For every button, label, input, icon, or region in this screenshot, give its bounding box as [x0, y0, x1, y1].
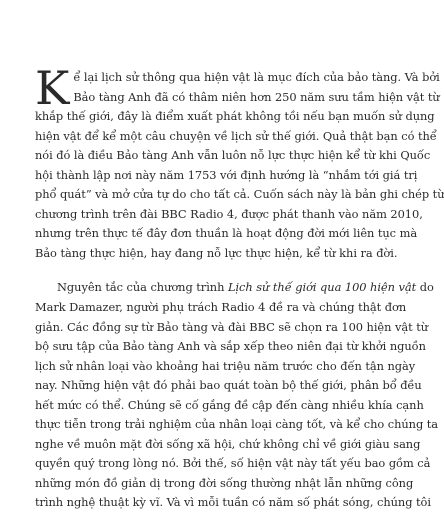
drop-cap: K [35, 61, 70, 115]
text-line: những món đồ giản dị trong đời sống thường nhật lẫn những công [35, 475, 414, 490]
text-line: hiện vật để kể một câu chuyện về lịch sử thế giới. Quả thật bạn có thể [35, 128, 437, 143]
text-line: bộ sưu tập của Bảo tàng Anh và sắp xếp theo niên đại từ khởi nguồn [35, 339, 426, 354]
text-line: trình nghệ thuật kỳ vĩ. Và vì mỗi tuần có năm số phát sóng, chúng tôi [35, 495, 431, 510]
text-line: Mark Damazer, người phụ trách Radio 4 đề ra và chúng thật đơn [35, 300, 407, 315]
text-line: ể lại lịch sử thông qua hiện vật là mục đích của bảo tàng. Và bởi [73, 70, 440, 84]
text-run: do [416, 280, 434, 295]
text-line: phổ quát” và mở cửa tự do cho tất cả. Cuốn sách này là bản ghi chép từ [35, 187, 444, 202]
text-line: nay. Những hiện vật đó phải bao quát toàn bộ thế giới, phân bổ đều [35, 378, 422, 393]
text-line: nhưng trên thực tế đây đơn thuần là hoạt động đời mới liên tục mà [35, 226, 418, 241]
text-line: thực tiễn trong trải nghiệm của nhân loại càng tốt, và kể cho chúng ta [35, 417, 439, 432]
text-line: hết mức có thể. Chúng sẽ cố gắng đề cập đến càng nhiều khía cạnh [35, 397, 424, 412]
text-line: nghe về muôn mặt đời sống xã hội, chứ không chỉ về giới giàu sang [35, 436, 421, 451]
text-line: quyền quý trong lòng nó. Bởi thế, số hiện vật này tất yếu bao gồm cả [35, 456, 431, 471]
text-line: giản. Các đồng sự từ Bảo tàng và đài BBC sẽ chọn ra 100 hiện vật từ [35, 319, 429, 334]
text-run: Nguyên tắc của chương trình [57, 280, 228, 295]
paragraph-1 [35, 61, 444, 263]
program-title: Lịch sử thế giới qua 100 hiện vật [227, 280, 417, 295]
text-line: chương trình trên đài BBC Radio 4, được phát thanh vào năm 2010, [35, 206, 423, 221]
text-line: Bảo tàng Anh đã có thâm niên hơn 250 năm sưu tầm hiện vật từ [73, 89, 440, 104]
paragraph-2 [35, 278, 439, 513]
text-line: lịch sử nhân loại vào khoảng hai triệu năm trước cho đến tận ngày [35, 358, 416, 373]
text-line: hội thành lập nơi này năm 1753 với định hướng là “nhắm tới giá trị [35, 167, 418, 182]
text-line: khắp thế giới, đây là điểm xuất phát không tồi nếu bạn muốn sử dụng [35, 109, 435, 124]
text-line: Bảo tàng thực hiện, hay đang nỗ lực thực hiện, kể từ khi ra đời. [35, 245, 398, 260]
text-line: nói đó là điều Bảo tàng Anh vẫn luôn nỗ lực thực hiện kể từ khi Quốc [35, 148, 431, 163]
text-line [35, 278, 434, 298]
